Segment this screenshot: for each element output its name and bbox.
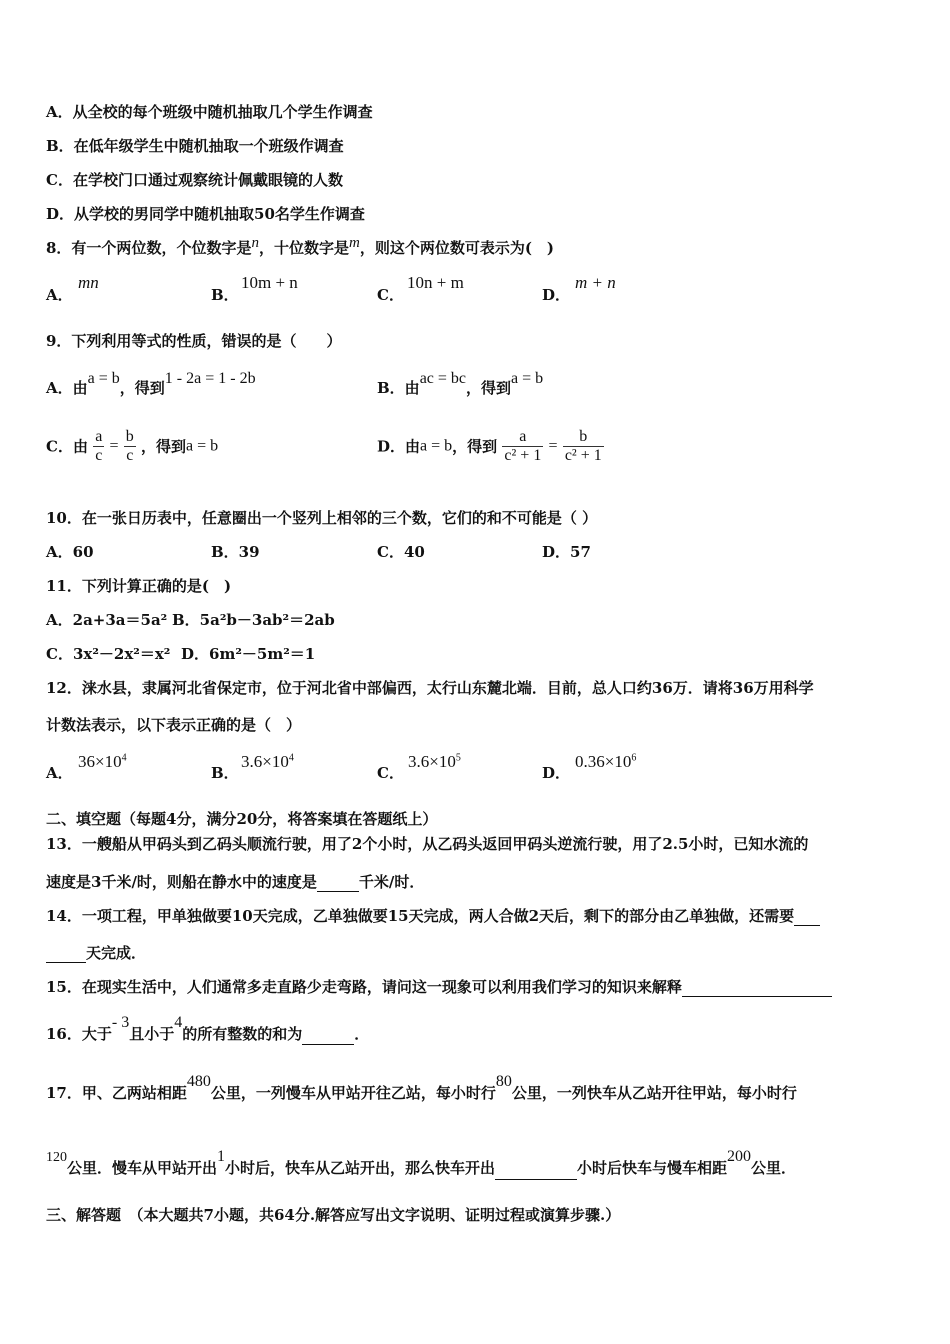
q16-line: 16．大于- 3且小于4的所有整数的和为 ． (46, 1014, 370, 1043)
q9-option-b: B．由ac = bc，得到a = b (377, 370, 544, 397)
section-2-heading: 二、填空题（每题4分，满分20分，将答案填在答题纸上） (46, 810, 438, 828)
q12-line2: 计数法表示，以下表示正确的是（ ） (46, 716, 302, 734)
q9-c-fraction-a: $\frac{a}{c}$ (95, 428, 103, 464)
q8-option-c-label: C． (377, 286, 404, 304)
q9-d-fraction-b: $\frac{b}{\text{c² + 1}}$ (564, 428, 602, 464)
q8-stem: 8．有一个两位数，个位数字是n，十位数字是m，则这个两位数可表示为( ) (46, 235, 555, 257)
q15-answer-blank[interactable] (682, 982, 832, 997)
q7-option-c: C．在学校门口通过观察统计佩戴眼镜的人数 (46, 171, 343, 189)
q7-option-d: D．从学校的男同学中随机抽取50名学生作调查 (46, 205, 365, 223)
q11-option-d: D．6m²－5m²＝1 (181, 645, 316, 663)
q13-answer-blank[interactable] (317, 877, 359, 892)
q10-option-d: D．57 (542, 543, 591, 561)
q12-option-a-expr: $36\times 10^4$ (78, 752, 127, 771)
q15-line: 15．在现实生活中，人们通常多走直路少走弯路，请问这一现象可以利用我们学习的知识来解释 (46, 977, 832, 997)
q7-option-a: A．从全校的每个班级中随机抽取几个学生作调查 (46, 103, 373, 121)
q9-option-c: C．由 $\frac{a}{c}$ = $\frac{b}{c}$ ，得到a = b (46, 428, 219, 464)
q14-answer-blank-b[interactable] (46, 948, 86, 963)
q10-stem: 10．在一张日历表中，任意圈出一个竖列上相邻的三个数，它们的和不可能是（ ） (46, 509, 598, 527)
q12-option-a-label: A． (46, 764, 73, 782)
q11-stem: 11．下列计算正确的是( ) (46, 577, 232, 595)
q9-option-d: D．由a = b，得到 $\frac{a}{\text{c² + 1}}$ = $\frac{b}{\text{c² + 1}}$ (377, 428, 602, 464)
q9-option-a: A．由a = b，得到1 - 2a = 1 - 2b (46, 370, 256, 397)
q8-option-b-expr: 10m + n (241, 273, 298, 292)
q8-option-a-label: A． (46, 286, 73, 304)
q12-option-c-expr: $3.6\times 10^5$ (408, 752, 461, 771)
q10-option-b: B．39 (211, 543, 260, 561)
q10-option-a: A．60 (46, 543, 94, 561)
q13-line2: 速度是3千米/时，则船在静水中的速度是 千米/时． (46, 873, 425, 891)
q16-answer-blank[interactable] (302, 1030, 354, 1045)
q12-line1: 12．涞水县，隶属河北省保定市，位于河北省中部偏西，太行山东麓北端．目前，总人口约36万．请将36万用科学 (46, 679, 814, 697)
q14-line2: 天完成． (46, 943, 146, 963)
q12-option-b-label: B． (211, 764, 239, 782)
q11-option-b: B．5a²b－3ab²＝2ab (172, 611, 335, 629)
q12-option-c-label: C． (377, 764, 404, 782)
q8-option-d-label: D． (542, 286, 571, 304)
q17-answer-blank[interactable] (495, 1165, 577, 1180)
q8-option-c-expr: 10n + m (407, 273, 464, 292)
q17-line2: 120公里．慢车从甲站开出1小时后，快车从乙站开出，那么快车开出 小时后快车与慢车相距200公里． (46, 1158, 796, 1180)
q14-line1: 14．一项工程，甲单独做要10天完成，乙单独做要15天完成，两人合做2天后，剩下的部分由乙单独做，还需要 (46, 906, 820, 926)
q12-option-b-expr: $3.6\times 10^4$ (241, 752, 294, 771)
q9-stem: 9．下列利用等式的性质，错误的是（ ） (46, 332, 342, 350)
q8-option-a-expr: mn (78, 273, 99, 292)
q12-option-d-expr: $0.36\times 10^6$ (575, 752, 637, 771)
q9-c-fraction-b: $\frac{b}{c}$ (125, 428, 134, 464)
q12-option-d-label: D． (542, 764, 571, 782)
q7-option-b: B．在低年级学生中随机抽取一个班级作调查 (46, 137, 344, 155)
q13-line1: 13．一艘船从甲码头到乙码头顺流行驶，用了2个小时，从乙码头返回甲码头逆流行驶，用了2.5小时，已知水流的 (46, 835, 809, 853)
q9-d-fraction-a: $\frac{a}{\text{c² + 1}}$ (504, 428, 542, 464)
q8-option-d-expr: m + n (575, 273, 616, 292)
q10-option-c: C．40 (377, 543, 425, 561)
q11-option-a: A．2a+3a＝5a² (46, 611, 168, 629)
q11-option-c: C．3x²－2x²＝x² (46, 645, 171, 663)
q14-answer-blank-a[interactable] (794, 911, 820, 926)
q8-option-b-label: B． (211, 286, 239, 304)
section-3-heading: 三、解答题 （本大题共7小题，共64分.解答应写出文字说明、证明过程或演算步骤.） (46, 1206, 621, 1224)
q17-line1: 17．甲、乙两站相距480公里，一列慢车从甲站开往乙站，每小时行80公里，一列快车从乙站开往甲站，每小时行 (46, 1073, 797, 1102)
